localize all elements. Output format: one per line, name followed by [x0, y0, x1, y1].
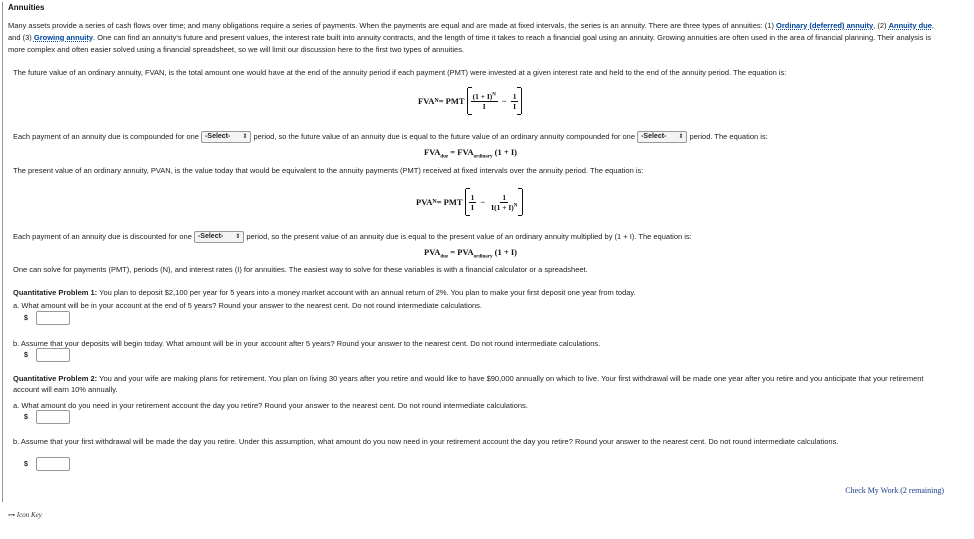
eq-pmt: = PMT — [438, 96, 465, 106]
eq-pva-due-sub: due — [440, 254, 449, 260]
eq-fraction-1 — [471, 92, 498, 111]
pv-due-select[interactable] — [194, 231, 244, 243]
fv-ordinary-equation — [418, 88, 522, 114]
eq-fva-ordinary-sub: ordinary — [473, 154, 493, 160]
eq-bracket — [467, 88, 523, 114]
eq-fraction-1 — [469, 193, 477, 212]
problem-1a-answer — [24, 311, 70, 325]
fv-due-equation — [424, 147, 517, 160]
problem-2a-question: a. What amount do you need in your retirement account the day you retire? Round your answer to the nearest cent. Do not round intermediate calculations. — [13, 401, 528, 410]
pv-due-equation — [424, 247, 517, 260]
problem-2-statement — [13, 373, 948, 395]
check-label: Check My Work — [845, 486, 899, 495]
problem-2-text: You and your wife are making plans for retirement. You plan on living 30 years after you retire and would like to have $90,000 annually on which to live. Your first withdrawal will be made one year after you retire and you anticipate that your retirement account will earn 10% annually. — [13, 374, 924, 394]
eq-pva-sub: N — [432, 199, 437, 205]
problem-2b-answer — [24, 457, 70, 471]
fv-description: The future value of an ordinary annuity, FVAN, is the total amount one would have at the end of the annuity period if each payment (PMT) were invested at a given interest rate and held to the end of the annuity period. The equation is: — [13, 68, 787, 77]
select-value: -Select- — [205, 133, 231, 141]
eq-pmt: = PMT — [436, 197, 463, 207]
eq-den-1: I — [470, 202, 474, 212]
eq-den-2-sup: N — [513, 203, 518, 208]
eq-pva-due: PVA — [424, 247, 441, 257]
pv-due-sentence — [13, 231, 948, 243]
icon-key-link[interactable] — [8, 511, 42, 519]
dollar-sign: $ — [24, 460, 28, 468]
intro-paragraph — [8, 20, 948, 56]
check-remaining: (2 remaining) — [900, 486, 944, 495]
problem-1b-question: b. Assume that your deposits will begin today. What amount will be in your account after 5 years? Round your answer to the nearest cent. Do not round intermediate calculations. — [13, 339, 601, 348]
eq-num-1-sup: N — [492, 92, 496, 97]
problem-2a-input[interactable] — [36, 410, 70, 424]
problem-1b-input[interactable] — [36, 348, 70, 362]
eq-pva: PVA — [416, 197, 433, 207]
pv-ordinary-equation — [416, 189, 523, 215]
intro-text-1: Many assets provide a series of cash flows over time; and many obligations require a series of payments. When the payments are equal and are made at fixed intervals, the series is an annuity. There are three types of annuities: (1) — [8, 21, 777, 30]
dollar-sign: $ — [24, 351, 28, 359]
eq-factor: (1 + I) — [492, 247, 517, 257]
select-value: -Select- — [641, 133, 667, 141]
eq-factor: (1 + I) — [492, 147, 517, 157]
problem-2a-answer — [24, 410, 70, 424]
glossary-growing-annuity[interactable]: Growing annuity — [33, 33, 94, 42]
problem-1b-answer — [24, 348, 70, 362]
eq-fva-due-sub: due — [440, 154, 449, 160]
pv-due-text-2: period, so the present value of an annuity due is equal to the present value of an ordinary annuity multiplied by (1 + I). The equation is: — [246, 232, 692, 241]
eq-fva: FVA — [418, 96, 435, 106]
intro-text-2: , (2) — [873, 21, 889, 30]
fv-due-sentence — [13, 131, 948, 143]
eq-fraction-2 — [511, 92, 519, 111]
glossary-ordinary-annuity[interactable]: Ordinary (deferred) annuity — [776, 21, 874, 30]
page-title: Annuities — [8, 3, 45, 12]
intro-text-4: . One can find an annuity's future and present values, the interest rate built into annuity contracts, and the length of time it takes to reach a financial goal using an annuity. Growing annuities are often used in the area of financial planning. Their analysis is more complex and often easier solved using a financial spreadsheet, so we will limit our discussion here to the first two types of annuities. — [8, 33, 931, 54]
pv-due-text-1: Each payment of an annuity due is discounted for one — [13, 232, 192, 241]
fv-due-select-2[interactable] — [637, 131, 687, 143]
dollar-sign: $ — [24, 314, 28, 322]
eq-pva-ordinary: = PVA — [448, 247, 474, 257]
eq-fraction-2 — [489, 193, 519, 212]
eq-den-1: I — [482, 101, 486, 111]
pv-description: The present value of an ordinary annuity, PVAN, is the value today that would be equivalent to the annuity payments (PMT) received at fixed intervals over the annuity period. The equation is: — [13, 166, 644, 175]
eq-fva-sub: N — [434, 98, 439, 104]
fv-due-select-1[interactable] — [201, 131, 251, 143]
eq-pva-ordinary-sub: ordinary — [473, 254, 493, 260]
eq-num-2: 1 — [502, 192, 507, 202]
problem-2b-question: b. Assume that your first withdrawal will be made the day you retire. Under this assumption, what amount do you now need in your retirement account the day you retire? Round your answer to the nearest cent. Do not round intermediate calculations. — [13, 437, 839, 446]
problem-1-statement — [13, 287, 948, 298]
select-arrow-icon: ⇕ — [678, 134, 684, 141]
eq-minus: − — [501, 96, 507, 106]
fv-due-text-2: period, so the future value of an annuity due is equal to the future value of an ordinary annuity compounded for one — [253, 132, 635, 141]
eq-num-2: 1 — [512, 91, 517, 101]
eq-fva-ordinary: = FVA — [448, 147, 474, 157]
key-icon: ⊶ — [8, 511, 15, 519]
glossary-annuity-due[interactable]: Annuity due — [888, 21, 932, 30]
solve-text: One can solve for payments (PMT), periods (N), and interest rates (I) for annuities. The easiest way to solve for these variables is with a financial calculator or a spreadsheet. — [13, 265, 588, 274]
icon-key-label: Icon Key — [16, 511, 42, 519]
select-arrow-icon: ⇕ — [242, 134, 248, 141]
dollar-sign: $ — [24, 413, 28, 421]
eq-fva-due: FVA — [424, 147, 441, 157]
check-my-work-button[interactable] — [845, 486, 944, 495]
problem-1a-input[interactable] — [36, 311, 70, 325]
fv-due-text-1: Each payment of an annuity due is compounded for one — [13, 132, 199, 141]
fv-due-text-3: period. The equation is: — [689, 132, 768, 141]
problem-2b-input[interactable] — [36, 457, 70, 471]
problem-2-label: Quantitative Problem 2: — [13, 374, 98, 383]
select-value: -Select- — [197, 233, 224, 241]
intro-text-3: , and (3) — [8, 21, 935, 42]
problem-1-label: Quantitative Problem 1: — [13, 288, 98, 297]
eq-bracket — [465, 189, 524, 215]
eq-num-1: (1 + I) — [472, 91, 493, 101]
eq-minus: − — [480, 197, 486, 207]
problem-1a-question: a. What amount will be in your account at the end of 5 years? Round your answer to the nearest cent. Do not round intermediate calculations. — [13, 301, 483, 310]
select-arrow-icon: ⇕ — [235, 234, 241, 241]
eq-den-2: I(1 + I) — [491, 202, 514, 212]
eq-num-1: 1 — [470, 192, 475, 202]
eq-den-2: I — [513, 101, 517, 111]
problem-1-text: You plan to deposit $2,100 per year for 5 years into a money market account with an annual return of 2%. You plan to make your first deposit one year from today. — [97, 288, 636, 297]
